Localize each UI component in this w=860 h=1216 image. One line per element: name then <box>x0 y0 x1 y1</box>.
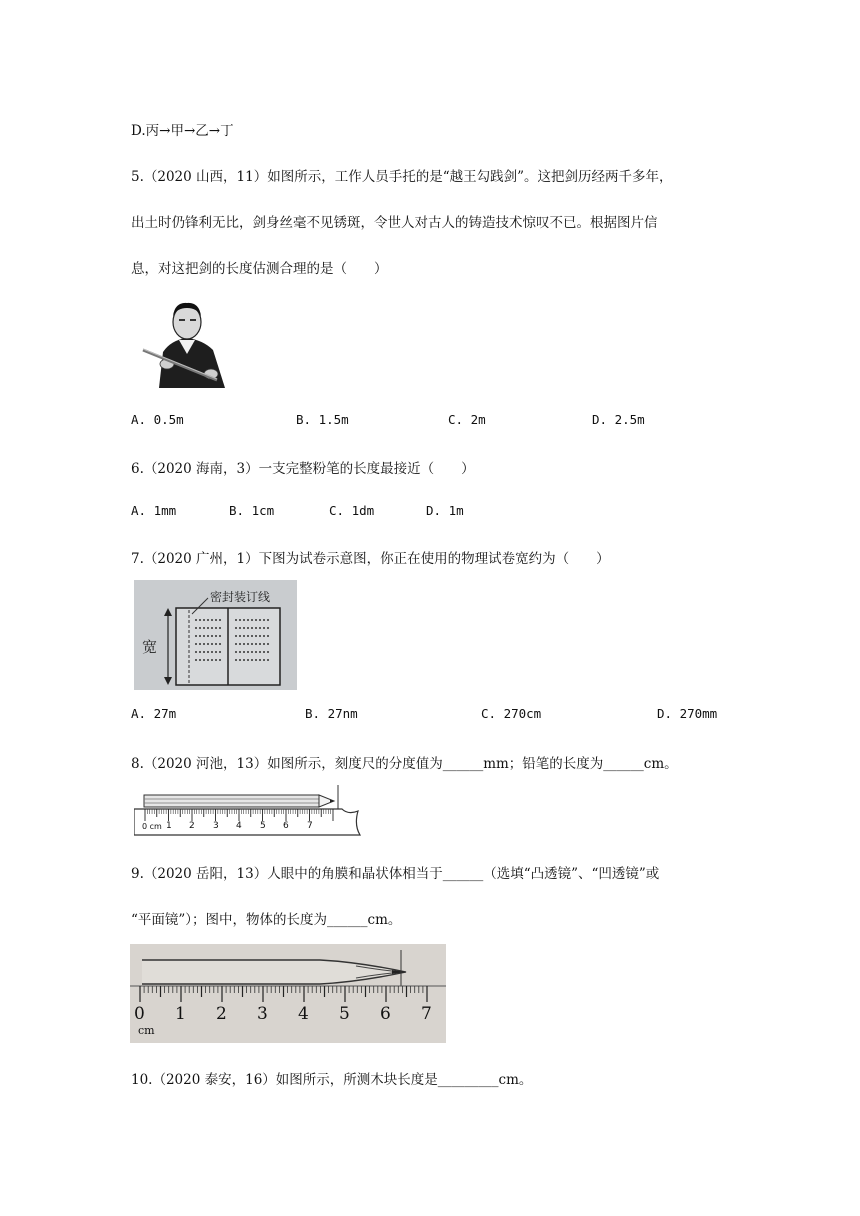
q8-ruler-label-2: 2 <box>189 821 195 831</box>
q5-option-b: B. 1.5m <box>296 412 349 427</box>
q6-option-d: D. 1m <box>426 503 464 518</box>
q8-ruler-label-7: 7 <box>307 821 313 831</box>
q7-width-label: 宽 <box>142 638 158 656</box>
q7-option-c: C. 270cm <box>481 706 542 721</box>
q8-ruler-label-0: 0 cm <box>142 822 162 831</box>
q5-line-3: 息，对这把剑的长度估测合理的是（ ） <box>131 261 388 277</box>
q7-option-d: D. 270mm <box>657 706 718 721</box>
q5-option-c: C. 2m <box>448 412 486 427</box>
q9-ruler-label-5: 5 <box>339 1004 350 1024</box>
q5-option-d: D. 2.5m <box>592 412 645 427</box>
q9-ruler-label-0: 0 <box>134 1004 145 1024</box>
q6-line-1: 6.（2020 海南，3）一支完整粉笔的长度最接近（ ） <box>131 461 475 477</box>
q7-binding-line-label: 密封装订线 <box>210 590 271 604</box>
prev-option-d: D.丙→甲→乙→丁 <box>131 123 234 139</box>
q8-ruler-label-1: 1 <box>166 821 172 831</box>
q6-option-a: A. 1mm <box>131 503 177 518</box>
q8-ruler-pencil-figure <box>134 785 362 838</box>
q7-exam-paper-figure <box>134 580 297 690</box>
q9-ruler-label-2: 2 <box>216 1004 227 1024</box>
q8-line-1: 8.（2020 河池，13）如图所示，刻度尺的分度值为______mm；铅笔的长度为______cm。 <box>131 756 678 772</box>
q9-ruler-label-1: 1 <box>175 1004 186 1024</box>
q9-ruler-label-3: 3 <box>257 1004 268 1024</box>
q9-ruler-label-6: 6 <box>380 1004 391 1024</box>
q6-option-b: B. 1cm <box>229 503 275 518</box>
q7-line-1: 7.（2020 广州，1）下图为试卷示意图，你正在使用的物理试卷宽约为（ ） <box>131 551 610 567</box>
q8-ruler-label-4: 4 <box>236 821 242 831</box>
q5-line-2: 出土时仍锋利无比，剑身丝毫不见锈斑，令世人对古人的铸造技术惊叹不已。根据图片信 <box>131 215 658 231</box>
q5-sword-photo <box>141 292 231 388</box>
q9-ruler-photo <box>130 944 446 1043</box>
q8-ruler-label-3: 3 <box>213 821 219 831</box>
q8-ruler-label-6: 6 <box>283 821 289 831</box>
q5-line-1: 5.（2020 山西，11）如图所示，工作人员手托的是“越王勾践剑”。这把剑历经两千多年， <box>131 169 673 185</box>
q9-line-1: 9.（2020 岳阳，13）人眼中的角膜和晶状体相当于______（选填“凸透镜”、“凹透镜”或 <box>131 866 660 882</box>
q9-ruler-label-7: 7 <box>421 1004 432 1024</box>
q9-ruler-unit: cm <box>138 1024 155 1037</box>
q8-ruler-label-5: 5 <box>260 821 266 831</box>
q9-line-2: “平面镜”）；图中，物体的长度为______cm。 <box>131 912 402 928</box>
q7-option-a: A. 27m <box>131 706 177 721</box>
q5-option-a: A. 0.5m <box>131 412 184 427</box>
q7-option-b: B. 27nm <box>305 706 358 721</box>
q10-line-1: 10.（2020 泰安，16）如图所示，所测木块长度是_________cm。 <box>131 1072 533 1088</box>
q9-ruler-label-4: 4 <box>298 1004 309 1024</box>
q6-option-c: C. 1dm <box>329 503 375 518</box>
